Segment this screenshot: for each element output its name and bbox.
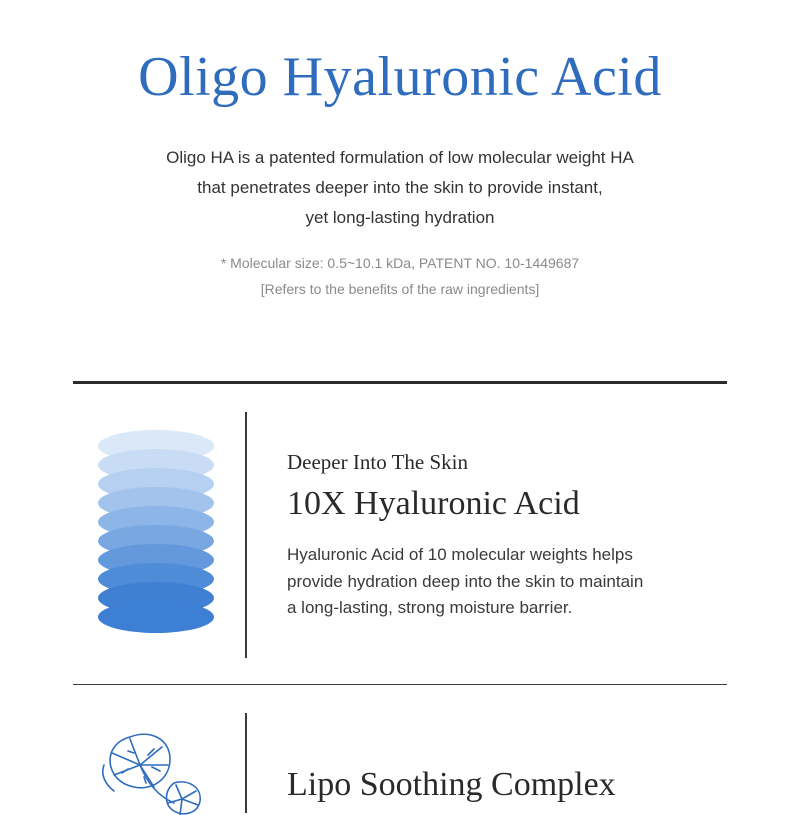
footnote-line: [Refers to the benefits of the raw ingredients] [260, 281, 540, 297]
footnote-line: * Molecular size: 0.5~10.1 kDa, PATENT NO. 10-1449687 [220, 255, 580, 271]
feature-description [287, 542, 707, 622]
description-line: Hyaluronic Acid of 10 molecular weights helps [287, 545, 633, 564]
feature-heading: Lipo Soothing Complex [287, 766, 616, 803]
section-divider [73, 684, 727, 685]
description-line: a long-lasting, strong moisture barrier. [287, 598, 573, 617]
description-line: provide hydration deep into the skin to maintain [287, 571, 644, 591]
intro-line: yet long-lasting hydration [305, 208, 495, 227]
feature-eyebrow: Deeper Into The Skin [287, 450, 468, 474]
disc-layer [98, 601, 214, 633]
intro-paragraph [100, 143, 700, 233]
centella-leaf-icon [100, 725, 210, 815]
footnote [100, 250, 700, 302]
intro-line: that penetrates deeper into the skin to provide instant, [197, 178, 603, 197]
stacked-discs-icon [96, 430, 216, 648]
feature-divider [245, 713, 247, 813]
section-divider [73, 381, 727, 384]
feature-divider [245, 412, 247, 658]
page-title: Oligo Hyaluronic Acid [138, 46, 662, 108]
feature-heading: 10X Hyaluronic Acid [287, 485, 580, 522]
intro-line: Oligo HA is a patented formulation of low molecular weight HA [166, 148, 634, 167]
